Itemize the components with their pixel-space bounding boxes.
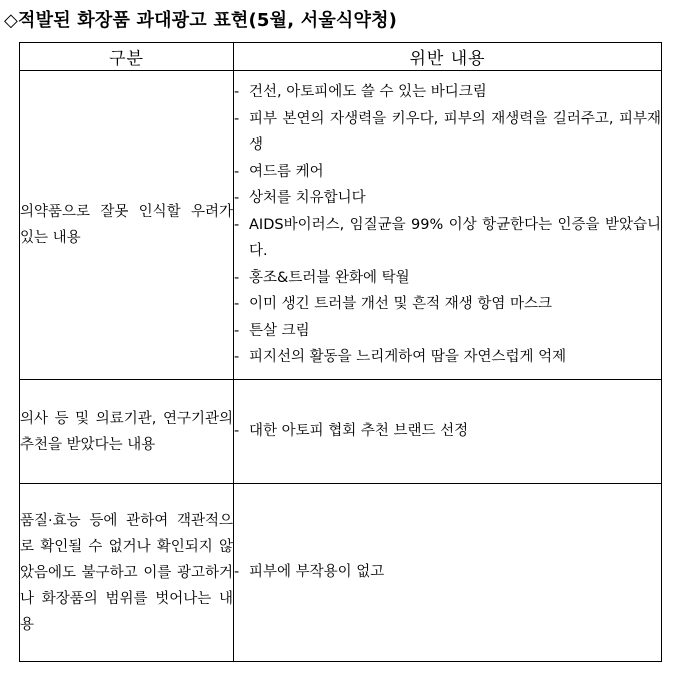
violation-table: [19, 42, 662, 662]
page-title: ◇적발된 화장품 과대광고 표현(5월, 서울식약청): [4, 10, 398, 31]
violation-list: [234, 79, 661, 371]
violation-list: [234, 559, 661, 586]
table-row: [20, 380, 662, 484]
category-cell: 의사 등 및 의료기관, 연구기관의 추천을 받았다는 내용: [20, 380, 234, 484]
content-cell: [234, 484, 662, 662]
content-cell: [234, 71, 662, 380]
category-cell: 품질·효능 등에 관하여 객관적으로 확인될 수 없거나 확인되지 않았음에도 불구하고 이를 광고하거나 화장품의 범위를 벗어나는 내용: [20, 484, 234, 662]
list-item: - 홍조&트러블 완화에 탁월: [234, 265, 661, 292]
header-content: 위반 내용: [234, 43, 662, 71]
list-item: - 건선, 아토피에도 쓸 수 있는 바디크림: [234, 79, 661, 106]
list-item: - AIDS바이러스, 임질균을 99% 이상 항균한다는 인증을 받았습니다.: [234, 212, 661, 265]
list-item: - 상처를 치유합니다: [234, 185, 661, 212]
list-item: - 피부 본연의 자생력을 키우다, 피부의 재생력을 길러주고, 피부재생: [234, 106, 661, 159]
list-item: - 튼살 크림: [234, 318, 661, 345]
list-item: - 대한 아토피 협회 추천 브랜드 선정: [234, 418, 661, 445]
table-row: [20, 484, 662, 662]
list-item: - 이미 생긴 트러블 개선 및 흔적 재생 항염 마스크: [234, 291, 661, 318]
table-header-row: [20, 43, 662, 71]
list-item: - 여드름 케어: [234, 159, 661, 186]
violation-list: [234, 418, 661, 445]
content-cell: [234, 380, 662, 484]
list-item: - 피부에 부작용이 없고: [234, 559, 661, 586]
table-row: [20, 71, 662, 380]
header-category: 구분: [20, 43, 234, 71]
list-item: - 피지선의 활동을 느리게하여 땀을 자연스럽게 억제: [234, 344, 661, 371]
category-cell: 의약품으로 잘못 인식할 우려가 있는 내용: [20, 71, 234, 380]
